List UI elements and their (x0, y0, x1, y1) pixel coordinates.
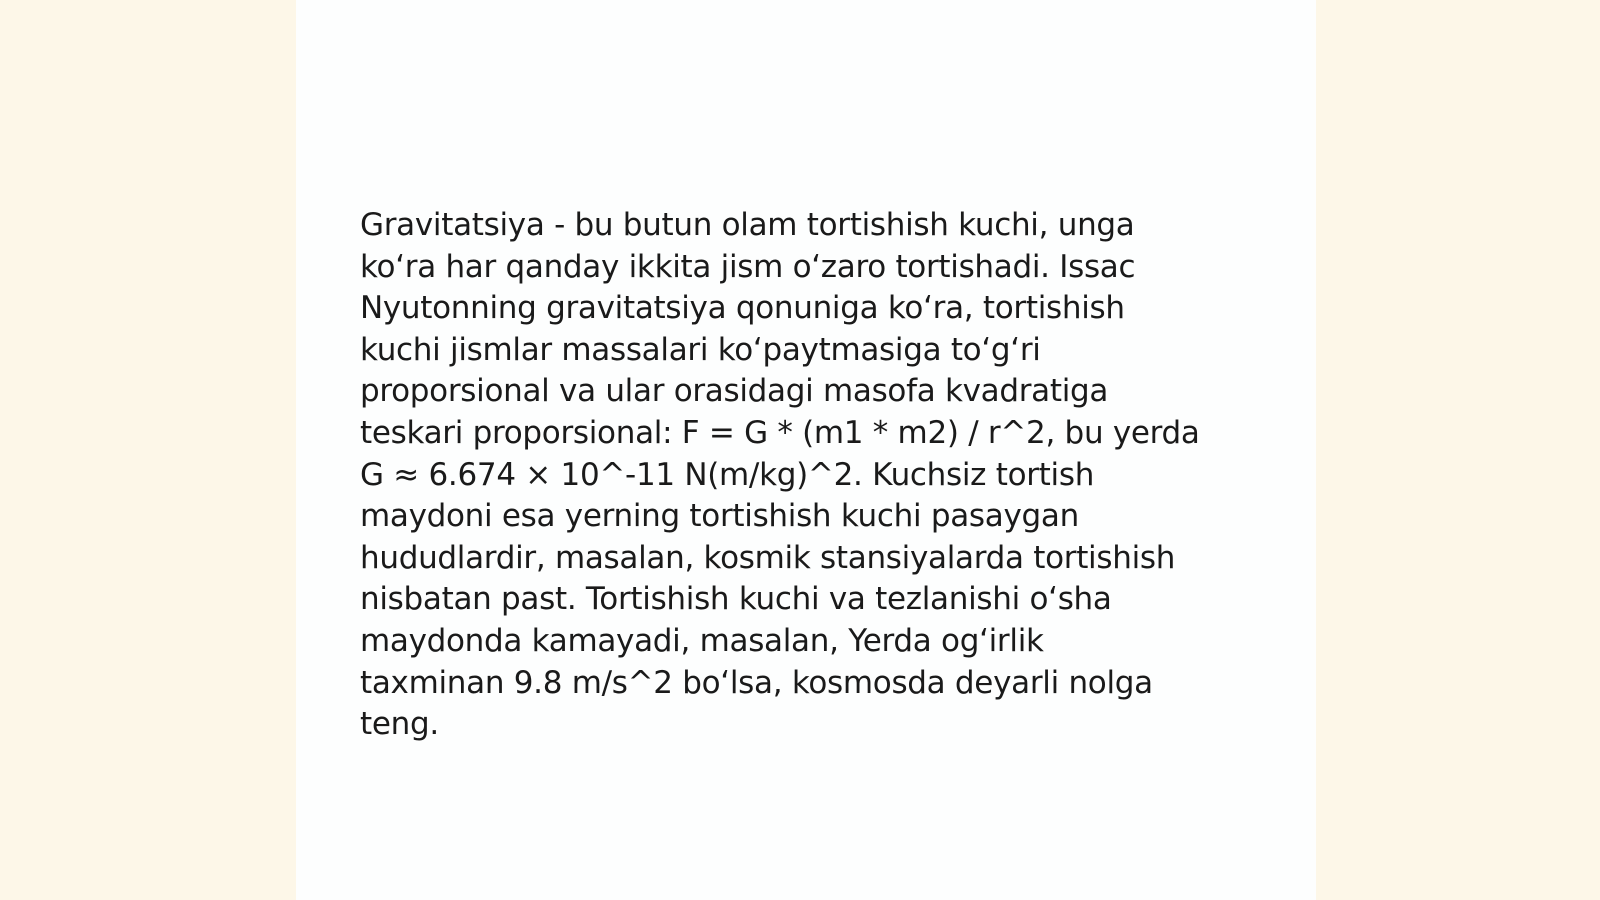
slide-body-text: Gravitatsiya - bu butun olam tortishish kuchi, unga koʻra har qanday ikkita jism oʻzaro tortishadi. Issac Nyutonning gravitatsiya qonuniga koʻra, tortishish kuchi jismlar massalari koʻpaytmasiga toʻgʻri proporsional va ular orasidagi masofa kvadratiga teskari proporsional: F = G * (m1 * m2) / r^2, bu yerda G ≈ 6.674 × 10^-11 N(m/kg)^2. Kuchsiz tortish maydoni esa yerning tortishish kuchi pasaygan hududlardir, masalan, kosmik stansiyalarda tortishish nisbatan past. Tortishish kuchi va tezlanishi oʻsha maydonda kamayadi, masalan, Yerda ogʻirlik taxminan 9.8 m/s^2 boʻlsa, kosmosda deyarli nolga teng. (360, 207, 1200, 743)
right-margin (1316, 0, 1600, 900)
left-margin (0, 0, 296, 900)
slide (296, 0, 1316, 900)
